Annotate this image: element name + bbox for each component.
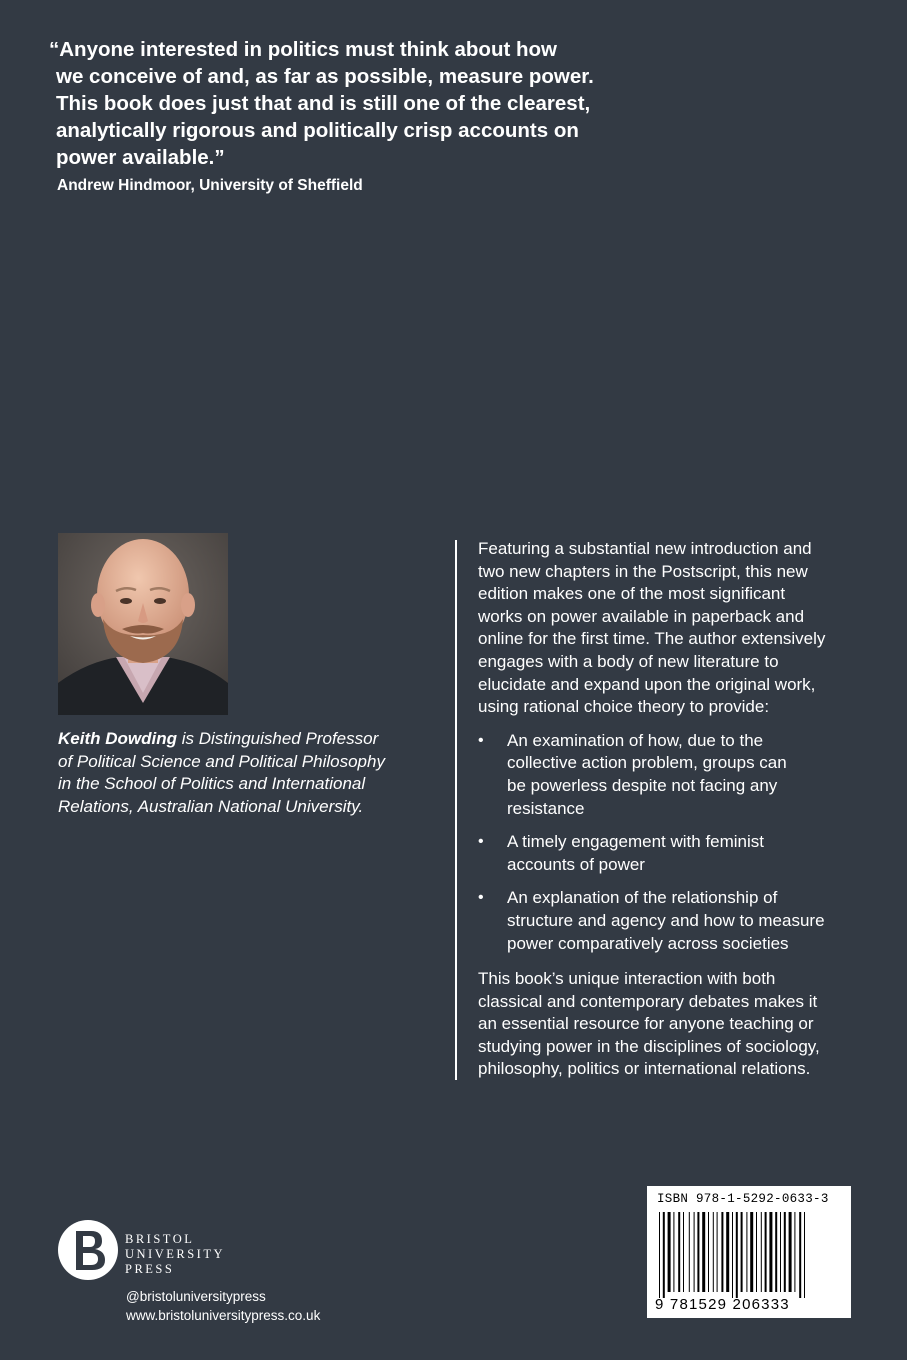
description-line: studying power in the disciplines of sociology, (478, 1036, 820, 1056)
barcode-bar (702, 1212, 705, 1292)
description-line: an essential resource for anyone teaching or (478, 1014, 814, 1034)
publisher-name (125, 1232, 225, 1277)
barcode-bar (769, 1212, 772, 1292)
bullet-icon: • (478, 833, 484, 851)
bullet-icon: • (478, 889, 484, 907)
isbn-label: ISBN 978-1-5292-0633-3 (657, 1192, 829, 1206)
list-item-line: An explanation of the relationship of (507, 888, 778, 908)
barcode-bar (765, 1212, 767, 1292)
barcode-bars-icon (655, 1212, 845, 1298)
barcode-bar (775, 1212, 777, 1292)
barcode-bar (678, 1212, 680, 1292)
barcode-bar (721, 1212, 723, 1292)
description-line: two new chapters in the Postscript, this new (478, 561, 808, 581)
description-line: philosophy, politics or international relations. (478, 1059, 811, 1079)
list-item (478, 730, 878, 820)
bio-line: in the School of Politics and International (58, 774, 366, 794)
barcode-bar (689, 1212, 690, 1292)
barcode-bar (697, 1212, 699, 1292)
barcode-bar (732, 1212, 733, 1298)
author-bio (58, 728, 438, 818)
barcode-bar (784, 1212, 786, 1292)
barcode-bar (708, 1212, 709, 1292)
bio-text: is Distinguished Professor (176, 729, 379, 748)
barcode-bar (694, 1212, 695, 1292)
barcode-bar (673, 1212, 674, 1292)
barcode-bar (736, 1212, 738, 1298)
author-photo (58, 533, 228, 715)
description-line: edition makes one of the most significant (478, 584, 786, 604)
list-item-line: power comparatively across societies (507, 933, 789, 953)
bio-line (58, 728, 438, 751)
barcode-bar (726, 1212, 729, 1292)
quote-attribution: Andrew Hindmoor, University of Sheffield (57, 177, 363, 194)
bio-line: of Political Science and Political Philosophy (58, 751, 385, 771)
description-line: classical and contemporary debates makes it (478, 991, 818, 1011)
bullet-icon: • (478, 731, 484, 749)
barcode-bar (761, 1212, 762, 1292)
barcode-bar (659, 1212, 660, 1298)
publisher-contact (126, 1288, 320, 1325)
barcode-digits: 9 781529 206333 (655, 1296, 790, 1313)
publisher-name-line: BRISTOL (125, 1232, 195, 1246)
list-item (478, 831, 878, 876)
barcode-bar (789, 1212, 792, 1292)
publisher-name-line: UNIVERSITY (125, 1247, 225, 1261)
list-item-line: structure and agency and how to measure (507, 910, 825, 930)
endorsement-quote (49, 36, 696, 171)
list-item-line: An examination of how, due to the (507, 730, 764, 750)
quote-line: analytically rigorous and politically crisp accounts on (56, 119, 579, 142)
barcode-bar (746, 1212, 747, 1292)
barcode-bar (756, 1212, 757, 1292)
list-item (478, 887, 878, 955)
barcode-bar (780, 1212, 781, 1292)
author-portrait-image (58, 533, 228, 715)
quote-line: This book does just that and is still one of the clearest, (56, 92, 591, 115)
barcode-bar (683, 1212, 684, 1292)
description-line: engages with a body of new literature to (478, 651, 779, 671)
book-description (478, 538, 878, 1081)
description-closing (478, 968, 878, 1081)
barcode-bar (794, 1212, 795, 1292)
barcode-bar (713, 1212, 714, 1292)
description-line: Featuring a substantial new introduction and (478, 539, 812, 558)
description-intro (478, 538, 878, 719)
barcode-bar (799, 1212, 801, 1298)
list-item-line: be powerless despite not facing any (507, 775, 778, 795)
quote-line: power available.” (56, 146, 225, 169)
author-name: Keith Dowding (58, 729, 177, 748)
description-line: This book’s unique interaction with both (478, 969, 776, 989)
barcode-bar (668, 1212, 671, 1292)
isbn-barcode (647, 1186, 851, 1318)
list-item-line: collective action problem, groups can (507, 753, 787, 773)
quote-line: we conceive of and, as far as possible, measure power. (56, 65, 594, 88)
barcode-bar (663, 1212, 665, 1298)
barcode-bar (741, 1212, 743, 1292)
list-item-line: A timely engagement with feminist (507, 832, 765, 852)
description-line: elucidate and expand upon the original work, (478, 674, 816, 694)
barcode-bar (804, 1212, 805, 1298)
bio-line: Relations, Australian National University. (58, 796, 364, 816)
publisher-name-line: PRESS (125, 1262, 175, 1276)
twitter-handle: @bristoluniversitypress (126, 1289, 266, 1304)
list-item-line: accounts of power (507, 854, 645, 874)
list-item-line: resistance (507, 798, 585, 818)
barcode-bar (717, 1212, 718, 1292)
description-line: online for the first time. The author extensively (478, 629, 826, 649)
quote-line: “Anyone interested in politics must think about how (49, 38, 557, 61)
description-line: works on power available in paperback and (478, 606, 805, 626)
website-url: www.bristoluniversitypress.co.uk (126, 1307, 321, 1323)
feature-list (478, 730, 878, 955)
column-divider (455, 540, 457, 1080)
description-line: using rational choice theory to provide: (478, 697, 770, 717)
barcode-bar (750, 1212, 753, 1292)
